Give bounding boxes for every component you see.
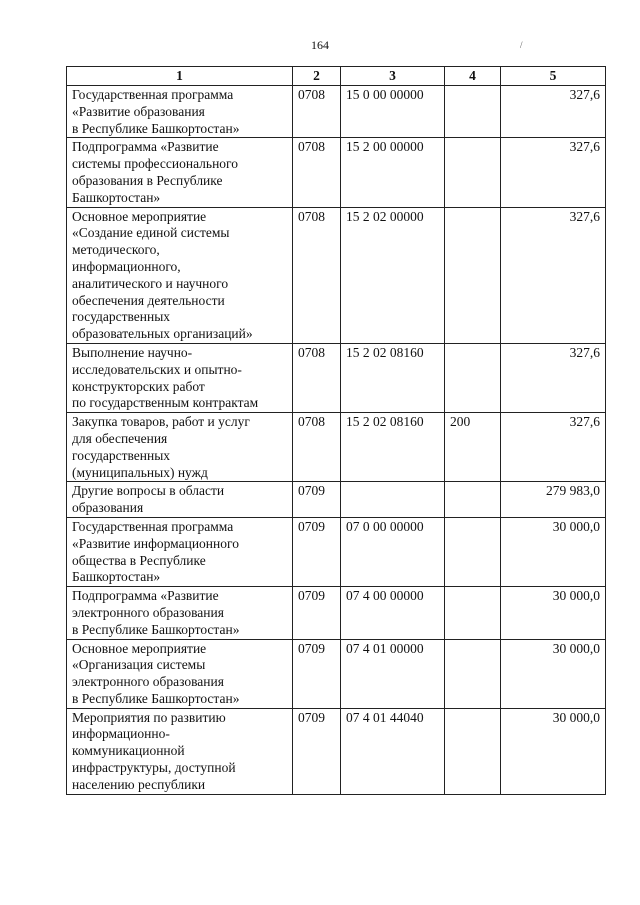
- row-name-cell: [67, 343, 293, 412]
- row-section-cell: 0709: [293, 587, 341, 639]
- table-row: [67, 343, 606, 412]
- row-sum-cell: 327,6: [501, 138, 606, 207]
- row-name-line: Основное мероприятие: [72, 208, 207, 224]
- header-col-3: 3: [341, 67, 445, 86]
- row-name-line: государственных: [72, 309, 171, 325]
- table-row: [67, 639, 606, 708]
- row-name-cell: [67, 708, 293, 794]
- row-code-cell: 15 2 02 00000: [341, 207, 445, 343]
- row-sum-cell: 30 000,0: [501, 517, 606, 586]
- row-name-cell: [67, 517, 293, 586]
- row-section-cell: 0709: [293, 639, 341, 708]
- row-name-cell: [67, 138, 293, 207]
- row-name-line: электронного образования: [72, 604, 224, 620]
- row-code-cell: 15 2 00 00000: [341, 138, 445, 207]
- row-name-line: образования: [72, 500, 144, 516]
- row-name-line: Мероприятия по развитию: [72, 709, 226, 725]
- row-name-line: аналитического и научного: [72, 275, 229, 291]
- row-type-cell: [445, 517, 501, 586]
- row-sum-cell: 30 000,0: [501, 708, 606, 794]
- row-name-line: по государственным контрактам: [72, 395, 259, 411]
- row-name-line: системы профессионального: [72, 156, 239, 172]
- row-name-line: исследовательских и опытно-: [72, 361, 242, 377]
- row-name-line: Выполнение научно-: [72, 344, 193, 360]
- row-sum-cell: 279 983,0: [501, 482, 606, 518]
- row-name-line: инфраструктуры, доступной: [72, 760, 236, 776]
- row-section-cell: 0709: [293, 517, 341, 586]
- table-row: [67, 86, 606, 138]
- row-section-cell: 0708: [293, 343, 341, 412]
- header-row: [67, 67, 606, 86]
- row-name-cell: [67, 587, 293, 639]
- row-section-cell: 0709: [293, 708, 341, 794]
- row-name-line: Государственная программа: [72, 518, 234, 534]
- header-col-2: 2: [293, 67, 341, 86]
- row-type-cell: [445, 138, 501, 207]
- row-sum-cell: 327,6: [501, 86, 606, 138]
- row-section-cell: 0708: [293, 86, 341, 138]
- row-code-cell: 07 4 01 00000: [341, 639, 445, 708]
- row-sum-cell: 327,6: [501, 343, 606, 412]
- row-name-cell: [67, 639, 293, 708]
- row-name-line: информационно-: [72, 726, 170, 742]
- row-sum-cell: 327,6: [501, 413, 606, 482]
- row-name-line: Башкортостан»: [72, 569, 161, 585]
- row-name-line: Подпрограмма «Развитие: [72, 139, 219, 155]
- table-row: [67, 517, 606, 586]
- header-col-1: 1: [67, 67, 293, 86]
- row-name-line: Другие вопросы в области: [72, 483, 225, 499]
- row-name-line: коммуникационной: [72, 743, 185, 759]
- row-type-cell: [445, 708, 501, 794]
- table-row: [67, 138, 606, 207]
- table-row: [67, 587, 606, 639]
- budget-table: [66, 66, 606, 795]
- page-number: 164: [311, 38, 329, 52]
- row-name-line: в Республике Башкортостан»: [72, 120, 240, 136]
- header-col-4: 4: [445, 67, 501, 86]
- row-type-cell: [445, 587, 501, 639]
- row-name-line: Подпрограмма «Развитие: [72, 588, 219, 604]
- row-name-line: методического,: [72, 242, 160, 258]
- row-name-line: «Развитие образования: [72, 103, 205, 119]
- table-body: [67, 86, 606, 795]
- row-name-line: населению республики: [72, 776, 206, 792]
- row-code-cell: [341, 482, 445, 518]
- row-name-line: Основное мероприятие: [72, 640, 207, 656]
- row-type-cell: [445, 639, 501, 708]
- row-name-cell: [67, 482, 293, 518]
- table-row: [67, 482, 606, 518]
- row-code-cell: 15 2 02 08160: [341, 343, 445, 412]
- row-name-line: Закупка товаров, работ и услуг: [72, 414, 250, 430]
- row-name-line: обеспечения деятельности: [72, 292, 225, 308]
- row-section-cell: 0708: [293, 207, 341, 343]
- row-code-cell: 15 2 02 08160: [341, 413, 445, 482]
- row-name-line: образовательных организаций»: [72, 326, 253, 342]
- row-name-line: «Создание единой системы: [72, 225, 230, 241]
- row-type-cell: 200: [445, 413, 501, 482]
- row-section-cell: 0709: [293, 482, 341, 518]
- row-sum-cell: 327,6: [501, 207, 606, 343]
- row-section-cell: 0708: [293, 413, 341, 482]
- row-code-cell: 07 4 01 44040: [341, 708, 445, 794]
- row-code-cell: 07 0 00 00000: [341, 517, 445, 586]
- row-type-cell: [445, 86, 501, 138]
- row-name-cell: [67, 86, 293, 138]
- row-name-line: электронного образования: [72, 674, 224, 690]
- row-code-cell: 15 0 00 00000: [341, 86, 445, 138]
- row-sum-cell: 30 000,0: [501, 639, 606, 708]
- row-name-line: (муниципальных) нужд: [72, 464, 208, 480]
- row-name-line: образования в Республике: [72, 172, 223, 188]
- row-name-line: конструкторских работ: [72, 378, 205, 394]
- stray-mark: /: [520, 40, 523, 50]
- row-name-line: Башкортостан»: [72, 189, 161, 205]
- row-name-line: «Организация системы: [72, 657, 206, 673]
- table-row: [67, 207, 606, 343]
- row-code-cell: 07 4 00 00000: [341, 587, 445, 639]
- row-type-cell: [445, 482, 501, 518]
- row-name-line: в Республике Башкортостан»: [72, 621, 240, 637]
- row-name-cell: [67, 413, 293, 482]
- row-name-line: общества в Республике: [72, 552, 206, 568]
- row-name-line: «Развитие информационного: [72, 535, 239, 551]
- row-name-line: государственных: [72, 447, 171, 463]
- table-row: [67, 413, 606, 482]
- row-name-line: Государственная программа: [72, 87, 234, 102]
- row-name-line: информационного,: [72, 258, 181, 274]
- row-name-line: в Республике Башкортостан»: [72, 690, 240, 706]
- row-section-cell: 0708: [293, 138, 341, 207]
- row-name-line: для обеспечения: [72, 430, 168, 446]
- row-type-cell: [445, 207, 501, 343]
- row-type-cell: [445, 343, 501, 412]
- row-sum-cell: 30 000,0: [501, 587, 606, 639]
- header-col-5: 5: [501, 67, 606, 86]
- table-row: [67, 708, 606, 794]
- row-name-cell: [67, 207, 293, 343]
